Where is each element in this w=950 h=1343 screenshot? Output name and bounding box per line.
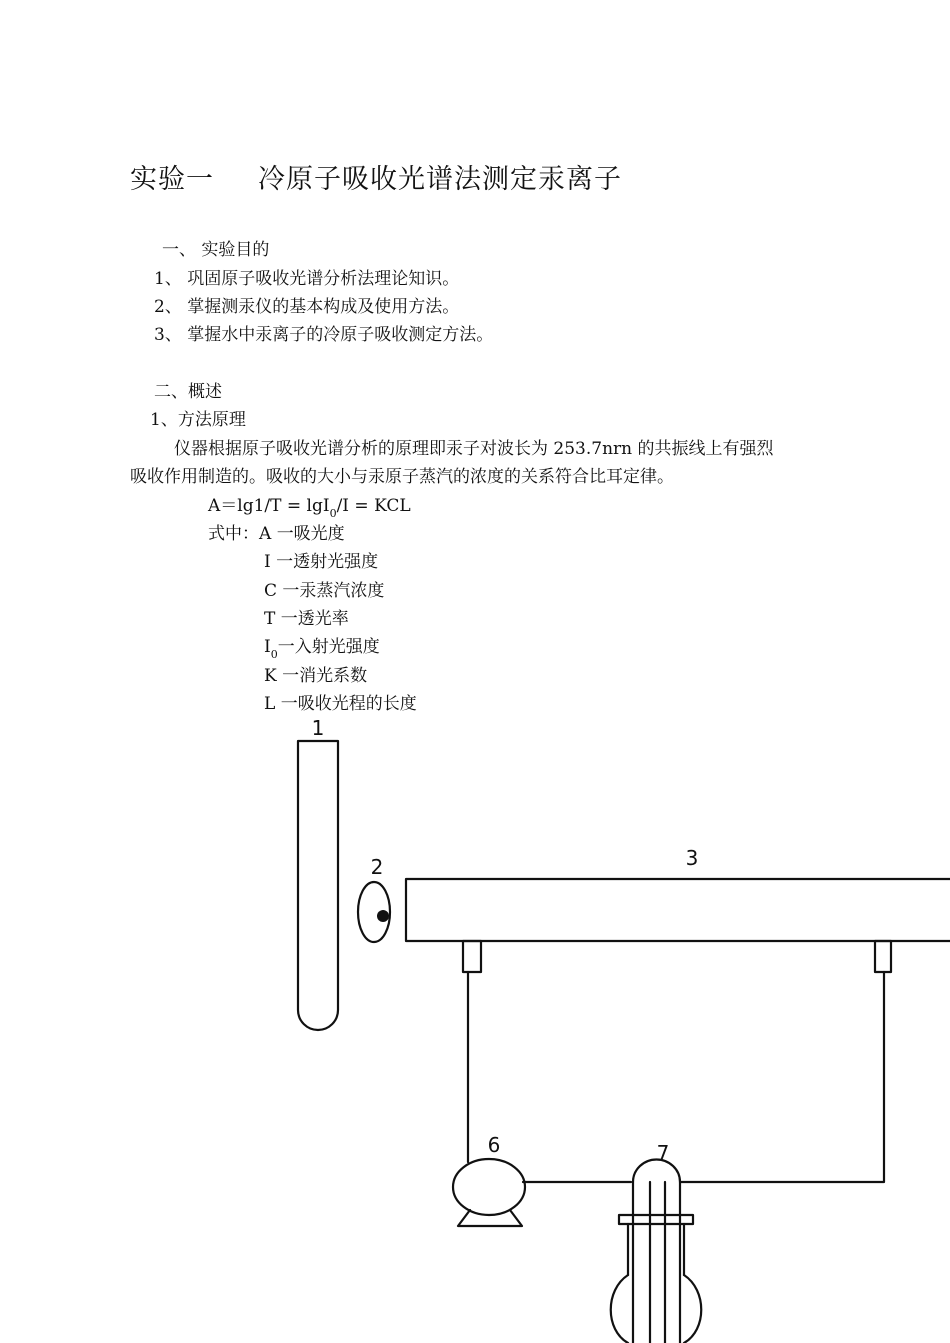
paragraph-line-1: 仪器根据原子吸收光谱分析的原理即汞子对波长为 253.7nrn 的共振线上有强烈 (174, 439, 774, 459)
bottle-body (611, 1275, 702, 1343)
bottle-clamp (619, 1215, 693, 1224)
legend-prefix: 式中： (208, 524, 259, 544)
pump-base (458, 1210, 522, 1226)
legend-row-a: 式中：A 一吸光度 (208, 524, 345, 544)
section1-item-1: 1、 巩固原子吸收光谱分析法理论知识。 (154, 269, 460, 289)
bottle-neck (628, 1224, 684, 1275)
legend-row-i: I 一透射光强度 (264, 552, 379, 572)
beer-law-formula: A＝lg1/T = lgI$_0$/I = KCL (208, 496, 411, 520)
label-lamp: 1 (311, 716, 325, 740)
section1-item-3: 3、 掌握水中汞离子的冷原子吸收测定方法。 (154, 325, 494, 345)
legend-row-c: C 一汞蒸汽浓度 (264, 581, 385, 601)
absorption-cell (406, 879, 950, 941)
paragraph-line-2: 吸收作用制造的。吸收的大小与汞原子蒸汽的浓度的关系符合比耳定律。 (130, 467, 674, 487)
label-cell: 3 (685, 846, 699, 870)
right-tubing (680, 972, 884, 1182)
left-connector (463, 941, 481, 972)
legend-row-l: L 一吸收光程的长度 (264, 694, 417, 714)
section1-heading: 一、 实验目的 (162, 240, 270, 260)
title-experiment-number: 实验一 (130, 164, 214, 195)
lens-dot (377, 910, 389, 922)
legend-row-t: T 一透光率 (264, 609, 349, 629)
label-pump: 6 (487, 1133, 501, 1157)
air-pump (453, 1159, 525, 1215)
legend-row-k: K 一消光系数 (264, 666, 368, 686)
label-lens: 2 (370, 855, 384, 879)
section2-subheading: 1、方法原理 (150, 410, 246, 430)
bubbler-tube (650, 1182, 665, 1343)
right-connector (875, 941, 891, 972)
legend-row-i0: $I_0$一入射光强度 (264, 637, 380, 661)
section1-item-2: 2、 掌握测汞仪的基本构成及使用方法。 (154, 297, 460, 317)
section2-heading: 二、概述 (154, 382, 222, 402)
lamp-tube (298, 741, 338, 1030)
label-bottle: 7 (656, 1141, 670, 1165)
title-experiment-name: 冷原子吸收光谱法测定汞离子 (258, 164, 622, 195)
